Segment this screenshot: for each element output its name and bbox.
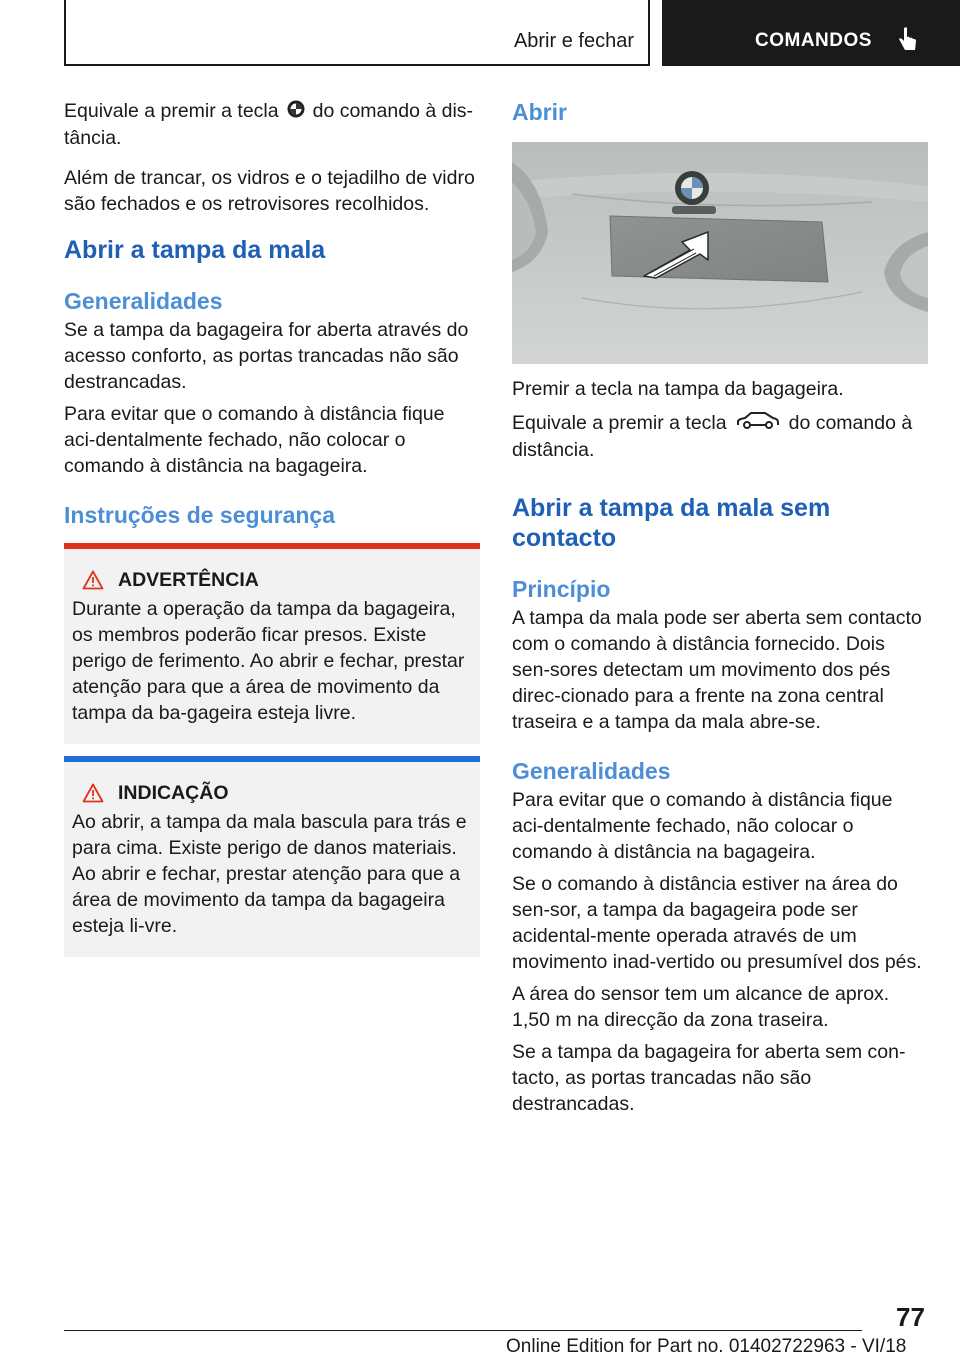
note-box <box>64 756 480 957</box>
general-right-paragraph-4: Se a tampa da bagageira for aberta sem con-tacto, as portas trancadas não são destrancadas. <box>512 1041 906 1116</box>
warning-title-row <box>72 569 472 592</box>
header-chapter-tab <box>662 0 960 66</box>
warning-box <box>64 543 480 744</box>
trunk-lid-illustration <box>512 142 928 364</box>
header-section-box <box>64 0 650 66</box>
intro-text-end: do comando à dis- <box>312 100 474 122</box>
hand-pointer-icon <box>896 26 918 54</box>
heading-general-right: Generalidades <box>512 758 671 785</box>
equiv-text-end: do comando à <box>788 412 913 434</box>
heading-contactless: Abrir a tampa da mala sem contacto <box>512 494 831 553</box>
header-section-title: Abrir e fechar <box>513 30 634 52</box>
locking-paragraph: Além de trancar, os vidros e o tejadilho de vidro são fechados e os retrovisores recolhidos. <box>64 166 475 215</box>
warning-title: ADVERTÊNCIA <box>118 568 259 591</box>
equiv-paragraph <box>512 410 928 463</box>
heading-general: Generalidades <box>64 287 223 314</box>
intro-text-line2: tância. <box>64 126 122 149</box>
warning-text: Durante a operação da tampa da bagageira, os membros poderão ficar presos. Existe perigo de ferimento. Ao abrir e fechar, prestar atenção para que a área de movimento da tampa da ba-gageira esteja livre. <box>72 597 465 724</box>
warning-triangle-icon <box>82 570 104 590</box>
caution-triangle-icon <box>82 783 104 803</box>
page-number: 77 <box>896 1302 925 1332</box>
note-text: Ao abrir, a tampa da mala bascula para trás e para cima. Existe perigo de danos materiais. Ao abrir e fechar, prestar atenção para que a área de movimento da tampa da bagageira esteja li-vre. <box>72 810 467 937</box>
heading-safety: Instruções de segurança <box>64 501 335 528</box>
bmw-lock-key-icon <box>287 99 305 125</box>
heading-open: Abrir <box>512 99 567 125</box>
intro-text-start: Equivale a premir a tecla <box>64 100 279 122</box>
right-column <box>512 98 928 1127</box>
footer-rule <box>64 1330 862 1331</box>
trunk-caption: Premir a tecla na tampa da bagageira. <box>512 378 844 400</box>
header-chapter-title: COMANDOS <box>755 30 872 51</box>
principle-paragraph: A tampa da mala pode ser aberta sem contacto com o comando à distância fornecido. Dois sen-sores detectam um movimento dos pés direc-cionado para a frente na zona central traseira e a tampa da mala abre-se. <box>512 607 922 734</box>
general-right-paragraph-3: A área do sensor tem um alcance de aprox. 1,50 m na direcção da zona traseira. <box>512 983 890 1032</box>
heading-principle: Princípio <box>512 576 611 603</box>
equiv-text-start: Equivale a premir a tecla <box>512 412 727 434</box>
car-trunk-key-icon <box>735 410 781 437</box>
general-paragraph-1: Se a tampa da bagageira for aberta através do acesso conforto, as portas trancadas não são destrancadas. <box>64 318 469 393</box>
left-column <box>64 98 480 957</box>
equiv-text-line2: distância. <box>512 439 595 462</box>
general-right-paragraph-2: Se o comando à distância estiver na área do sen-sor, a tampa da bagageira pode ser acidental-mente operada através de um movimento inad-vertido ou presumível dos pés. <box>512 873 922 974</box>
note-title: INDICAÇÃO <box>118 781 229 804</box>
general-right-paragraph-1: Para evitar que o comando à distância fique aci-dentalmente fechado, não colocar o comando à distância na bagageira. <box>512 789 893 864</box>
general-paragraph-2: Para evitar que o comando à distância fique aci-dentalmente fechado, não colocar o comando à distância na bagageira. <box>64 402 445 477</box>
note-title-row <box>72 782 472 805</box>
footer-edition: Online Edition for Part no. 01402722963 - VI/18 <box>506 1336 907 1357</box>
intro-paragraph <box>64 98 480 151</box>
heading-open-trunk: Abrir a tampa da mala <box>64 235 326 264</box>
